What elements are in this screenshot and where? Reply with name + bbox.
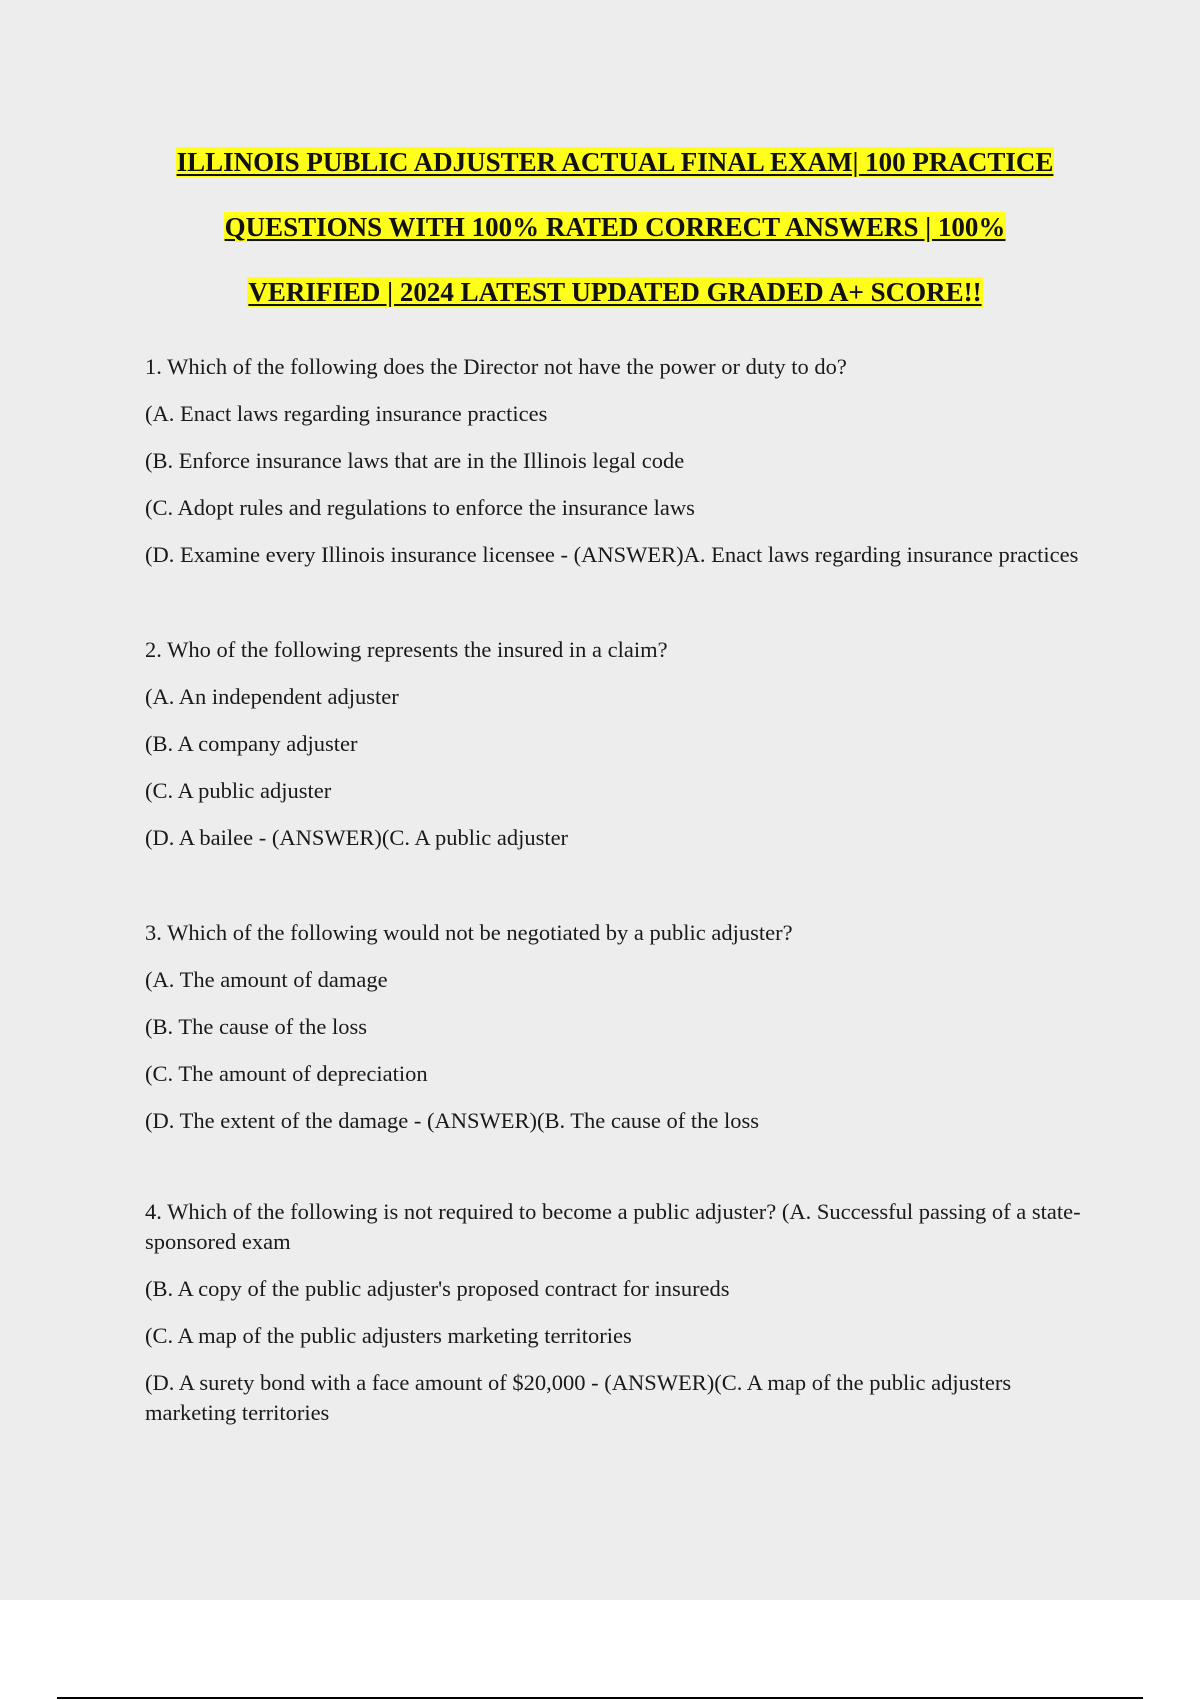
question-4-option-c: (C. A map of the public adjusters marketing territories bbox=[145, 1323, 632, 1348]
question-1-option-b: (B. Enforce insurance laws that are in the Illinois legal code bbox=[145, 448, 685, 473]
question-3-option-d-answer: (D. The extent of the damage - (ANSWER)(B. The cause of the loss bbox=[145, 1108, 759, 1133]
question-4-option-d-answer: (D. A surety bond with a face amount of $20,000 - (ANSWER)(C. A map of the public adjusters marketing territories bbox=[145, 1370, 1012, 1425]
question-2 bbox=[145, 635, 1090, 853]
title-line-3: VERIFIED | 2024 LATEST UPDATED GRADED A+ SCORE!! bbox=[248, 277, 982, 307]
question-1-option-d-answer: (D. Examine every Illinois insurance licensee - (ANSWER)A. Enact laws regarding insurance practices bbox=[145, 542, 1079, 567]
question-3-option-a: (A. The amount of damage bbox=[145, 967, 388, 992]
bottom-divider bbox=[57, 1697, 1143, 1699]
question-1-option-c: (C. Adopt rules and regulations to enforce the insurance laws bbox=[145, 495, 695, 520]
question-3-option-c: (C. The amount of depreciation bbox=[145, 1061, 428, 1086]
document-title bbox=[130, 142, 1100, 337]
title-line-2: QUESTIONS WITH 100% RATED CORRECT ANSWERS | 100% bbox=[224, 212, 1006, 242]
question-3 bbox=[145, 918, 1090, 1136]
question-list bbox=[145, 352, 1090, 1445]
question-2-option-b: (B. A company adjuster bbox=[145, 731, 358, 756]
question-3-option-b: (B. The cause of the loss bbox=[145, 1014, 368, 1039]
question-4 bbox=[145, 1197, 1090, 1428]
question-2-option-d-answer: (D. A bailee - (ANSWER)(C. A public adjuster bbox=[145, 825, 569, 850]
question-1-stem: 1. Which of the following does the Director not have the power or duty to do? bbox=[145, 354, 847, 379]
question-1-option-a: (A. Enact laws regarding insurance practices bbox=[145, 401, 548, 426]
question-2-stem: 2. Who of the following represents the insured in a claim? bbox=[145, 637, 668, 662]
title-line-1: ILLINOIS PUBLIC ADJUSTER ACTUAL FINAL EXAM| 100 PRACTICE bbox=[176, 147, 1054, 177]
question-1 bbox=[145, 352, 1090, 570]
question-4-stem-option-a: 4. Which of the following is not required to become a public adjuster? (A. Successful passing of a state-sponsored exam bbox=[145, 1199, 1081, 1254]
question-2-option-c: (C. A public adjuster bbox=[145, 778, 332, 803]
question-4-option-b: (B. A copy of the public adjuster's proposed contract for insureds bbox=[145, 1276, 730, 1301]
question-3-stem: 3. Which of the following would not be negotiated by a public adjuster? bbox=[145, 920, 793, 945]
question-2-option-a: (A. An independent adjuster bbox=[145, 684, 399, 709]
